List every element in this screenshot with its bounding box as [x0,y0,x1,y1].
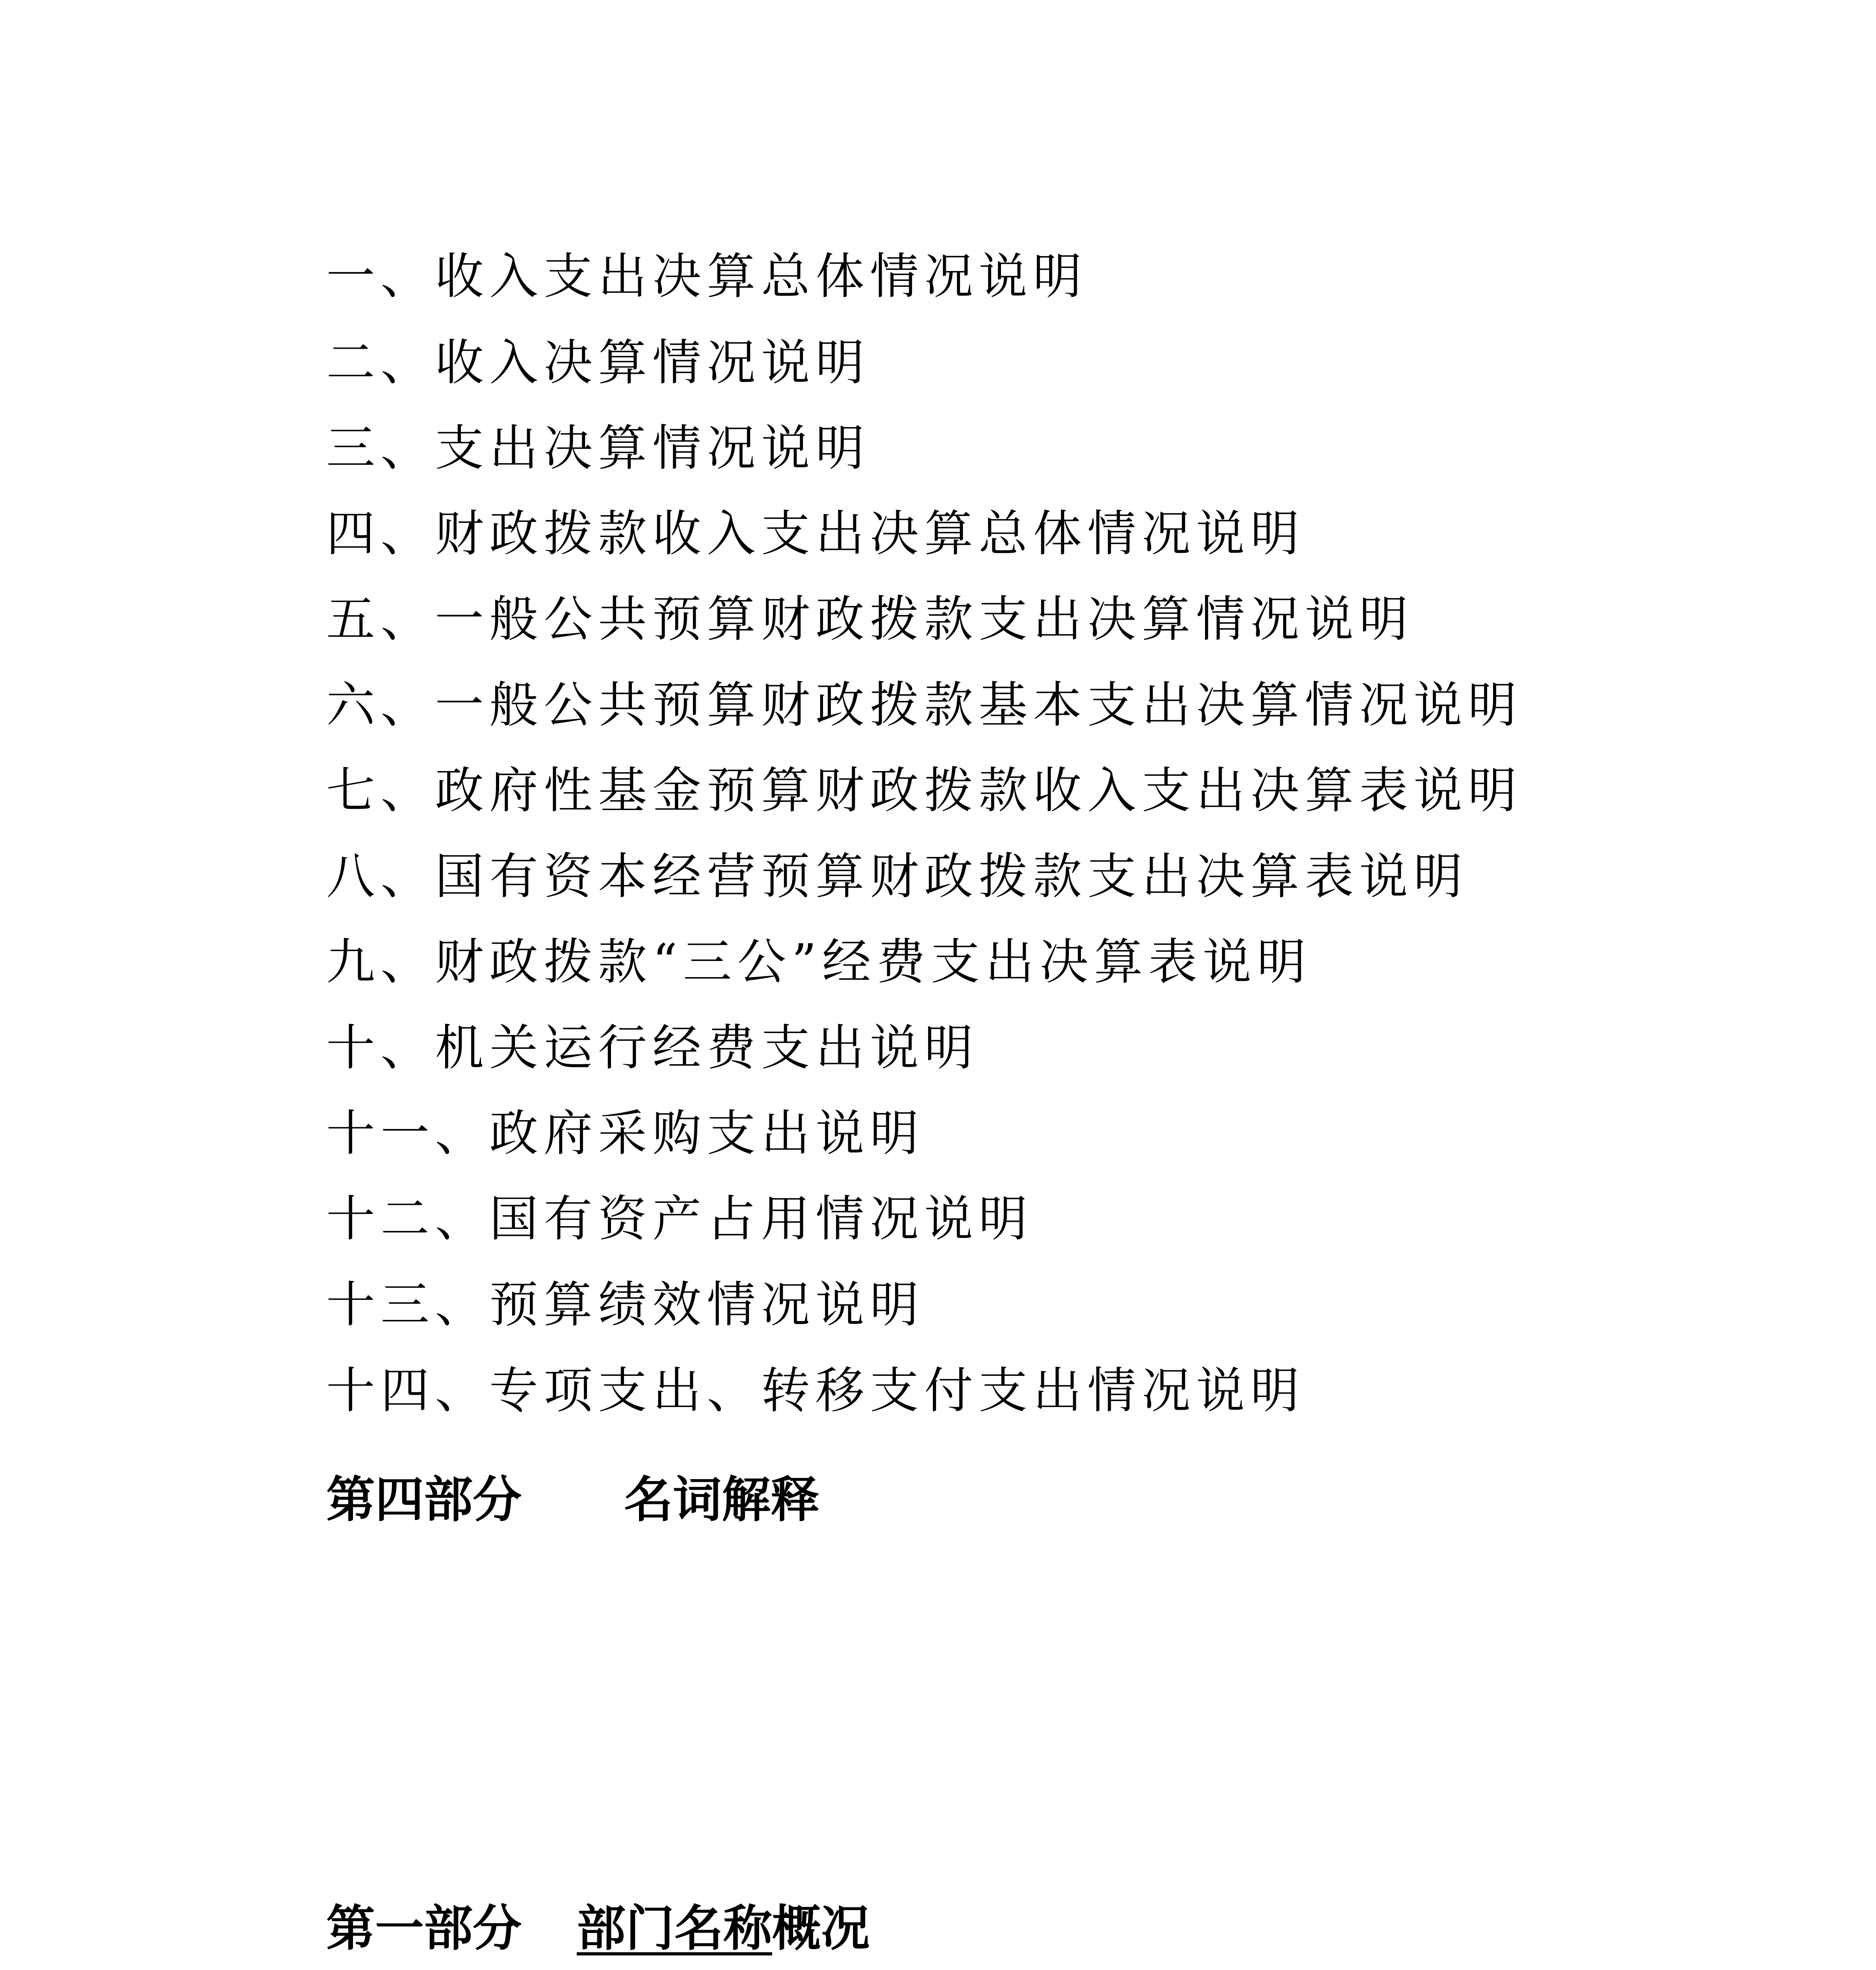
toc-item-6: 六、一般公共预算财政拨款基本支出决算情况说明 [326,677,1523,734]
part-one-title-rest: 概况 [772,1900,870,1957]
part-one-heading [326,1901,870,1956]
toc-item-9: 九、财政拨款“三公”经费支出决算表说明 [326,934,1311,991]
toc-item-4: 四、财政拨款收入支出决算总体情况说明 [326,506,1305,562]
toc-item-13: 十三、预算绩效情况说明 [326,1277,925,1333]
part-four-title: 名词解释 [624,1472,820,1528]
part-one-label: 第一部分 [326,1900,522,1957]
toc-item-5: 五、一般公共预算财政拨款支出决算情况说明 [326,591,1414,648]
toc-item-8: 八、国有资本经营预算财政拨款支出决算表说明 [326,848,1468,905]
toc-item-10: 十、机关运行经费支出说明 [326,1020,979,1076]
toc-item-1: 一、收入支出决算总体情况说明 [326,248,1088,305]
toc-item-7: 七、政府性基金预算财政拨款收入支出决算表说明 [326,762,1523,819]
part-four-label: 第四部分 [326,1472,522,1528]
toc-item-2: 二、收入决算情况说明 [326,335,870,391]
department-name-placeholder: 部门名称 [577,1900,773,1957]
toc-item-12: 十二、国有资产占用情况说明 [326,1191,1033,1247]
toc-item-3: 三、支出决算情况说明 [326,420,870,477]
toc-item-11: 十一、政府采购支出说明 [326,1105,925,1162]
part-four-heading [326,1472,819,1528]
toc-item-14: 十四、专项支出、转移支付支出情况说明 [326,1362,1305,1419]
